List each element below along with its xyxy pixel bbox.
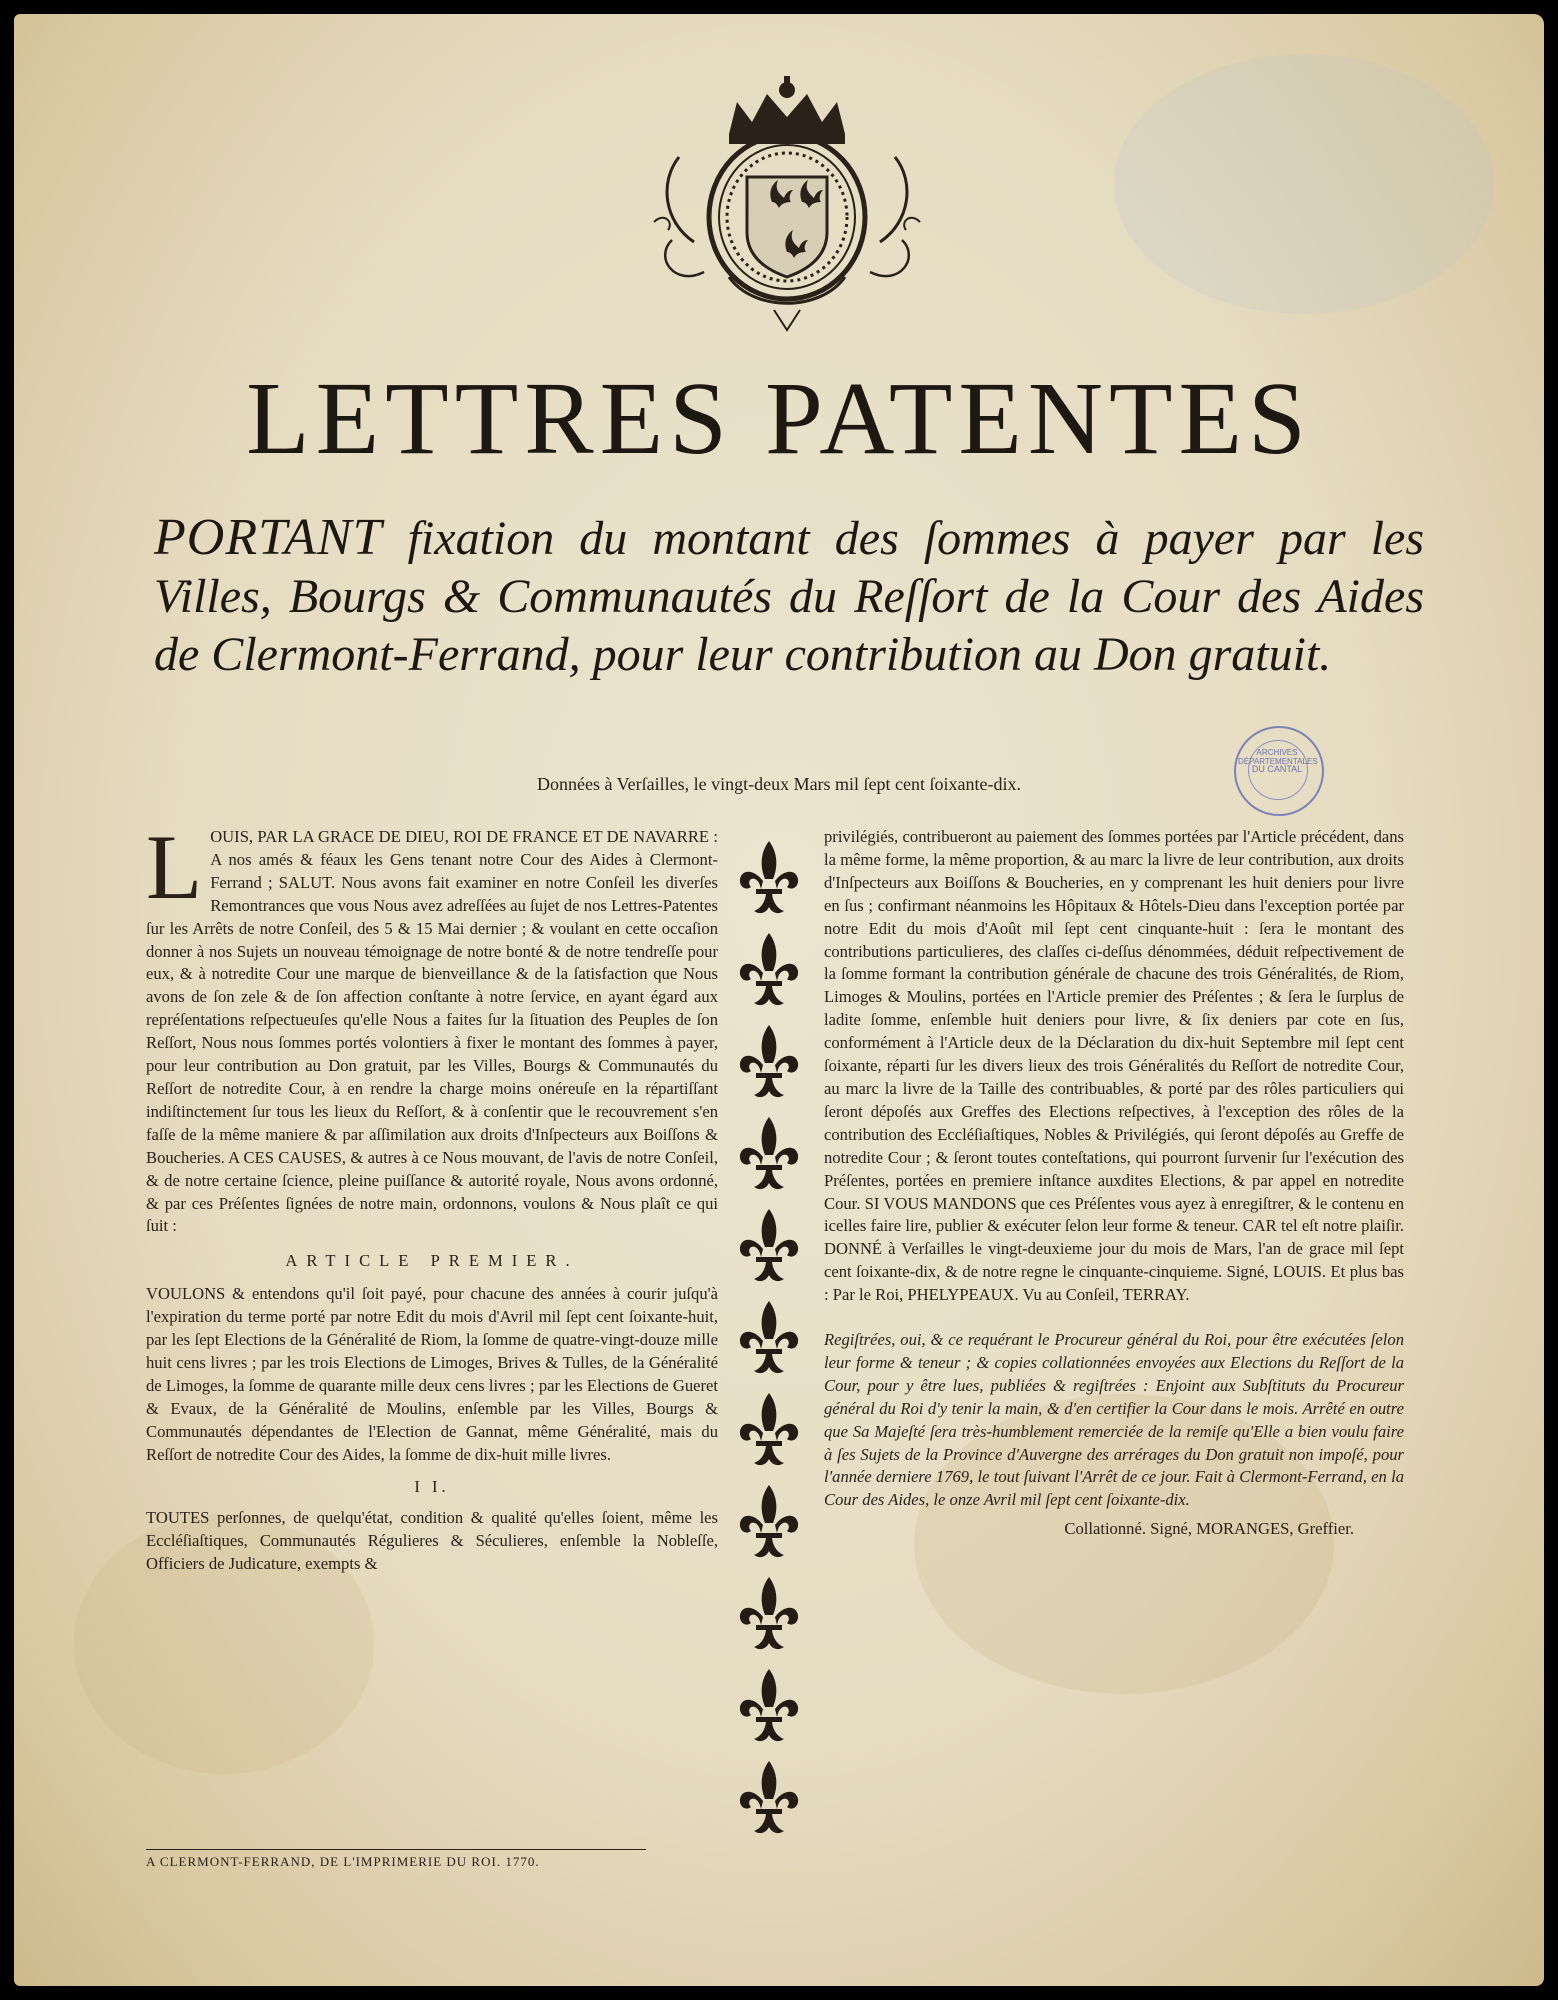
article-2-heading: I I. xyxy=(414,1477,450,1497)
article-heading: ARTICLE PREMIER. xyxy=(285,1251,579,1271)
fleur-de-lis-icon xyxy=(738,1023,800,1103)
archive-stamp xyxy=(1234,726,1324,816)
page-title: LETTRES PATENTES xyxy=(246,361,1312,476)
subtitle xyxy=(154,509,1424,684)
signature-line: Collationné. Signé, MORANGES, Greffier. xyxy=(1064,1519,1354,1539)
article-2-text: TOUTES perſonnes, de quelqu'état, condition & qualité qu'elles ſoient, même les Eccléſiaſtiques, Communautés Régulieres & Séculieres, enſemble la Nobleſſe, Officiers de Judicature, exempts & xyxy=(146,1508,718,1574)
drop-cap: L xyxy=(146,816,203,918)
fleur-de-lis-icon xyxy=(738,1667,800,1747)
fleur-de-lis-divider xyxy=(738,839,808,1851)
continuation-text: privilégiés, contribueront au paiement des ſommes portées par l'Article précédent, dans la même forme, la même proportion, & au marc la livre de leur contribution, aux droits d'Inſpecteurs aux Boiſſons & Boucheries, en y comprenant les huit deniers pour livre en ſus ; confirmant néanmoins les Hôpitaux & Hôtels-Dieu dans l'exception portée par notre Edit du mois d'Août mil ſept cent cinquante-huit : ſera le montant des contributions particulieres, des claſſes ci-deſſus dénommées, déduit reſpectivement de la ſomme formant la contribution générale de chacune des trois Généralités, de Riom, Limoges & Moulins, portées en l'Article premier des Préſentes ; & ſera le ſurplus de ladite ſomme, enſemble huit deniers pour livre, & ſix deniers par cote en ſus, conformément à l'Article deux de la Déclaration du dix-huit Septembre mil ſept cent ſoixante, réparti ſur les divers lieux des trois Généralités du Reſſort de notredite Cour, au marc la livre de la Taille des contribuables, & porté par des rôles particuliers qui ſeront dépoſés aux Greffes des Elections reſpectives, à l'exception des rôles de la contribution des Eccléſiaſtiques, Nobles & Privilégiés, qui ſeront dépoſés au Greffe de notredite Cour ; & ſeront toutes conteſtations, qui pourront ſurvenir ſur l'exécution des Préſentes, portées en premiere inſtance auxdites Elections, & par appel en notredite Cour. SI VOUS MANDONS que ces Préſentes vous ayez à enregiſtrer, & le contenu en icelles faire lire, publier & exécuter ſelon leur forme & teneur. CAR tel eſt notre plaiſir. DONNÉ à Verſailles le vingt-deuxieme jour du mois de Mars, l'an de grace mil ſept cent ſoixante-dix, & de notre regne le cinquante-cinquieme. Signé, LOUIS. Et plus bas : Par le Roi, PHELYPEAUX. Vu au Conſeil, TERRAY. xyxy=(824,827,1404,1305)
paper-stain xyxy=(1114,54,1494,314)
document-sheet xyxy=(14,14,1544,1986)
fleur-de-lis-icon xyxy=(738,1759,800,1839)
stamp-text-top: ARCHIVES DÉPARTEMENTALES xyxy=(1238,748,1318,766)
stamp-text-middle: DU CANTAL xyxy=(1251,764,1303,774)
subtitle-text: fixation du montant des ſommes à payer par les Villes, Bourgs & Communautés du Reſſort de la Cour des Aides de Clermont-Ferrand, pour leur contribution au Don gratuit. xyxy=(154,512,1425,681)
fleur-de-lis-icon xyxy=(738,1299,800,1379)
imprint-line: A CLERMONT-FERRAND, DE L'IMPRIMERIE DU ROI. 1770. xyxy=(146,1849,646,1870)
royal-arms-icon xyxy=(634,72,940,342)
right-column xyxy=(824,826,1404,1541)
fleur-de-lis-icon xyxy=(738,1115,800,1195)
date-line: Données à Verſailles, le vingt-deux Mars mil ſept cent ſoixante-dix. xyxy=(536,774,1022,794)
fleur-de-lis-icon xyxy=(738,839,800,919)
intro-paragraph xyxy=(146,816,718,1238)
left-column xyxy=(146,816,718,1576)
fleur-de-lis-icon xyxy=(738,931,800,1011)
intro-text: OUIS, PAR LA GRACE DE DIEU, ROI DE FRANCE ET DE NAVARRE : A nos amés & féaux les Gens tenant notre Cour des Aides à Clermont-Ferrand ; SALUT. Nous avons fait examiner en notre Conſeil les diverſes Remontrances que vous Nous avez adreſſées au ſujet de nos Lettres-Patentes ſur les Arrêts de notre Conſeil, des 5 & 15 Mai dernier ; & voulant en cette occaſion donner à nos Sujets un nouveau témoignage de notre bonté & de notre tendreſſe pour eux, & à notredite Cour une marque de bienveillance & de la ſatisfaction que Nous avons de ſon zele & de ſon affection conſtante à notre ſervice, en ayant égard aux repréſentations reſpectueuſes qu'elle Nous a faites ſur la ſituation des Peuples de ſon Reſſort, Nous nous ſommes portés volontiers à fixer le montant des ſommes à payer, pour leur contribution au Don gratuit, par les Villes, Bourgs & Communautés du Reſſort de notredite Cour, à en rendre la charge moins onéreuſe en la répartiſſant indiſtinctement ſur tous les lieux du Reſſort, & à conſentir que le recouvrement s'en faſſe de la même maniere & par aſſimilation aux droits d'Inſpecteurs aux Boiſſons & Boucheries. A CES CAUSES, & autres à ce Nous mouvant, de l'avis de notre Conſeil, & de notre certaine ſcience, pleine puiſſance & autorité royale, Nous avons ordonné, & par ces Préſentes ſignées de notre main, ordonnons, voulons & Nous plaît ce qui ſuit : xyxy=(146,827,718,1236)
registration-text: Regiſtrées, oui, & ce requérant le Procureur général du Roi, pour être exécutées ſelon leur forme & teneur ; & copies collationnées envoyées aux Elections du Reſſort de la Cour, pour y être lues, publiées & regiſtrées : Enjoint aux Subſtituts du Procureur général du Roi d'y tenir la main, & d'en certifier la Cour dans le mois. Arrêté en outre que Sa Majeſté ſera très-humblement remerciée de la remiſe qu'Elle a bien voulu faire à ſes Sujets de la Province d'Auvergne des arrérages du Don gratuit non impoſé, pour l'année derniere 1769, le tout ſuivant l'Arrêt de ce jour. Fait à Clermont-Ferrand, en la Cour des Aides, le onze Avril mil ſept cent ſoixante-dix. xyxy=(824,1330,1404,1510)
fleur-de-lis-icon xyxy=(738,1575,800,1655)
article-1-text: VOULONS & entendons qu'il ſoit payé, pour chacune des années à courir juſqu'à l'expiration du terme porté par notre Edit du mois d'Avril mil ſept cent ſoixante-huit, par les ſept Elections de la Généralité de Riom, la ſomme de quatre-vingt-douze mille huit cens livres ; par les trois Elections de Limoges, Brives & Tulles, de la Généralité de Limoges, la ſomme de quarante mille deux cens livres ; par les Elections de Gueret & Evaux, de la Généralité de Moulins, enſemble par les Villes, Bourgs & Communautés dépendantes de l'Election de Gannat, même Généralité, mais du Reſſort de notredite Cour des Aides, la ſomme de dix-huit mille livres. xyxy=(146,1284,718,1464)
subtitle-lead: PORTANT xyxy=(154,509,383,566)
fleur-de-lis-icon xyxy=(738,1207,800,1287)
fleur-de-lis-icon xyxy=(738,1391,800,1471)
fleur-de-lis-icon xyxy=(738,1483,800,1563)
